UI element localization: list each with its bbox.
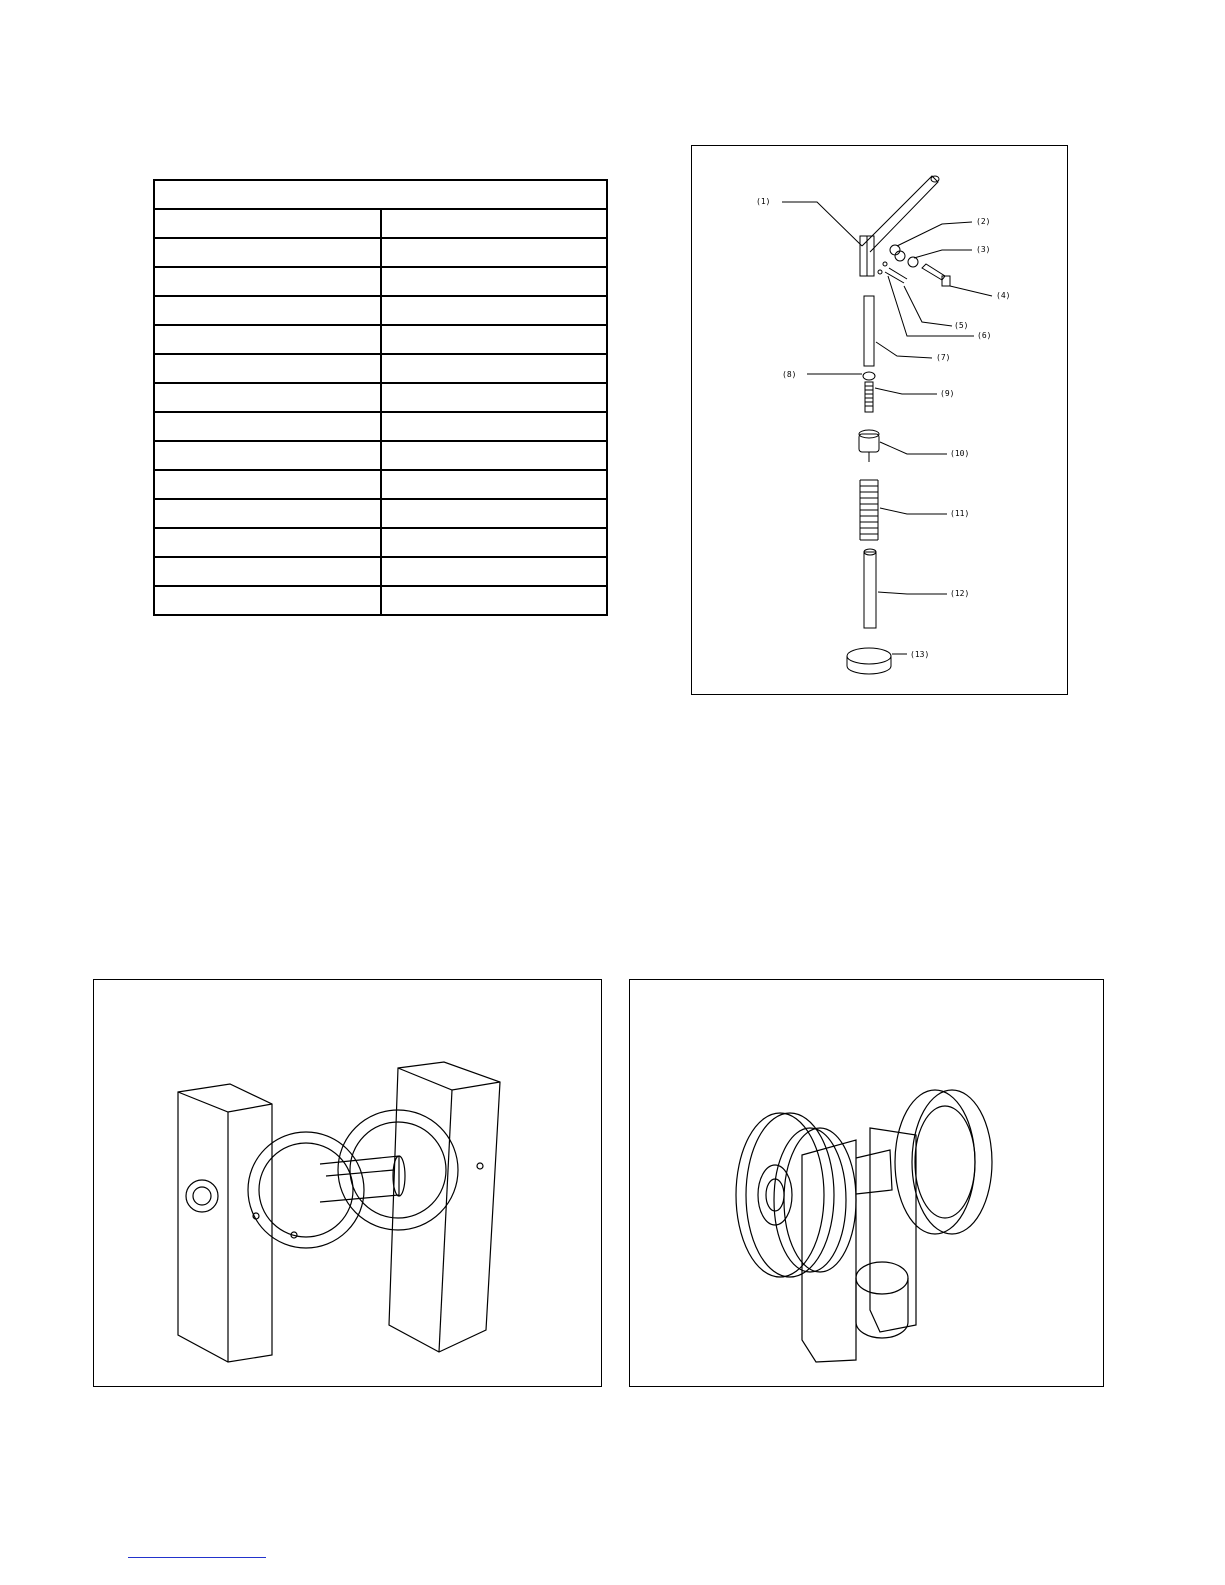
parts-table-row: [154, 354, 607, 383]
callout-label: (5): [954, 321, 969, 330]
parts-table-row: [154, 586, 607, 615]
parts-table-body: [154, 180, 607, 615]
part-description-cell: [381, 470, 608, 499]
parts-table-row: [154, 412, 607, 441]
part-description-cell: [381, 383, 608, 412]
callout-label: (3): [976, 245, 991, 254]
callout-label: (1): [756, 197, 771, 206]
parts-table-header: [154, 180, 607, 209]
parts-table-row: [154, 325, 607, 354]
part-description-cell: [381, 586, 608, 615]
part-number-cell: [154, 383, 381, 412]
part-number-cell: [154, 238, 381, 267]
parts-table-row: [154, 296, 607, 325]
part-description-cell: [381, 557, 608, 586]
parts-table-row: [154, 557, 607, 586]
part-number-cell: [154, 209, 381, 238]
callout-label: (10): [950, 449, 970, 458]
exploded-view-drawing: [692, 146, 1067, 694]
parts-table-row: [154, 528, 607, 557]
part-number-cell: [154, 470, 381, 499]
part-number-cell: [154, 296, 381, 325]
part-description-cell: [381, 441, 608, 470]
part-number-cell: [154, 441, 381, 470]
pulley-assembly-drawing: [630, 980, 1103, 1386]
sprocket-assembly-drawing: [94, 980, 601, 1386]
part-number-cell: [154, 557, 381, 586]
parts-table-row: [154, 267, 607, 296]
part-number-cell: [154, 412, 381, 441]
callout-label: (8): [782, 370, 797, 379]
callout-label: (4): [996, 291, 1011, 300]
parts-table-header-row: [154, 180, 607, 209]
exploded-view-figure: [691, 145, 1068, 695]
part-number-cell: [154, 499, 381, 528]
footer-rule: [128, 1557, 266, 1558]
parts-table: [153, 179, 608, 616]
parts-table-row: [154, 499, 607, 528]
callout-label: (12): [950, 589, 970, 598]
callout-label: (11): [950, 509, 970, 518]
part-description-cell: [381, 354, 608, 383]
parts-table-row: [154, 441, 607, 470]
part-description-cell: [381, 296, 608, 325]
callout-label: (2): [976, 217, 991, 226]
part-number-cell: [154, 325, 381, 354]
part-number-cell: [154, 267, 381, 296]
exploded-view-callouts: [756, 197, 1010, 659]
parts-table-row: [154, 238, 607, 267]
part-description-cell: [381, 238, 608, 267]
callout-label: (7): [936, 353, 951, 362]
sprocket-assembly-figure: [93, 979, 602, 1387]
part-description-cell: [381, 267, 608, 296]
part-description-cell: [381, 412, 608, 441]
part-number-cell: [154, 586, 381, 615]
callout-label: (13): [910, 650, 930, 659]
part-number-cell: [154, 528, 381, 557]
part-description-cell: [381, 528, 608, 557]
callout-label: (6): [977, 331, 992, 340]
pulley-assembly-figure: [629, 979, 1104, 1387]
part-description-cell: [381, 499, 608, 528]
parts-table-row: [154, 470, 607, 499]
part-description-cell: [381, 325, 608, 354]
part-description-cell: [381, 209, 608, 238]
parts-table-row: [154, 383, 607, 412]
callout-label: (9): [940, 389, 955, 398]
parts-table-row: [154, 209, 607, 238]
part-number-cell: [154, 354, 381, 383]
